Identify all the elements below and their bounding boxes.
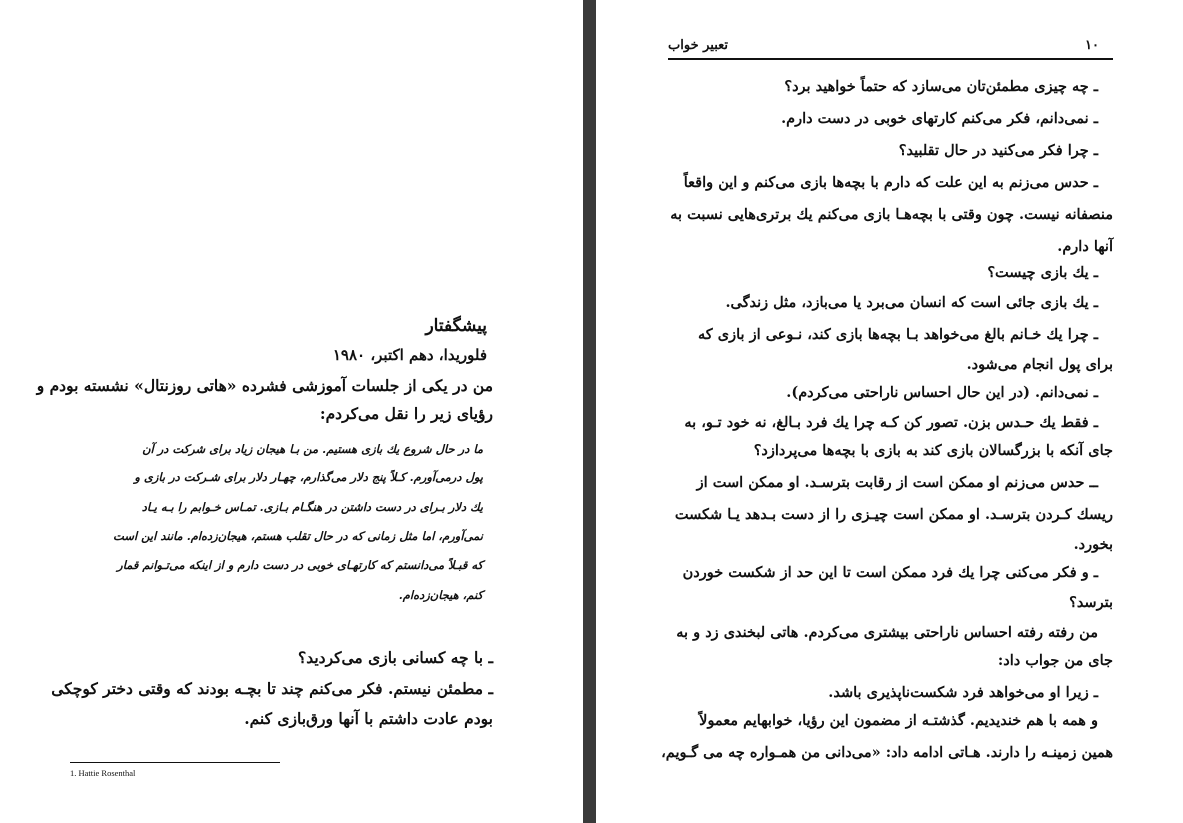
page-number: ۱۰ (1085, 38, 1099, 53)
dialogue-line: ـ با چه کسانی بازی می‌کردید؟ (298, 648, 493, 667)
text-line: ـ یك بازی چیست؟ (987, 264, 1098, 281)
text-line: من رفته رفته احساس ناراحتی بیشتری می‌کردم. هاتی لبخندی زد و به (676, 624, 1098, 641)
quote-line: که قبـلاً می‌دانستم که کارتهـای خوبی در دست دارم و از اینکه می‌تـوانم قمار (117, 558, 483, 572)
date-line: فلوریدا، دهم اکتبر، ۱۹۸۰ (332, 346, 487, 364)
intro-line: من در یکی از جلسات آموزشی فشرده «هاتی روزنتال» نشسته بودم و (36, 376, 493, 395)
quote-line: یك دلار بـرای در دست داشتن در هنگـام بـازی. تمـاس خـوابم را بـه یـاد (141, 500, 483, 514)
text-line: جای آنکه با بزرگسالان بازی کند به بازی با بچه‌ها می‌پردازد؟ (753, 442, 1113, 459)
text-line: بترسد؟ (1069, 594, 1113, 611)
text-line: ـ چه چیزی مطمئن‌تان می‌سازد که حتماً خواهید برد؟ (784, 78, 1098, 95)
book-spine-divider (583, 0, 596, 823)
section-heading: پیشگفتار (425, 316, 487, 336)
text-line: بخورد. (1073, 536, 1113, 553)
text-line: منصفانه نیست. چون وقتی با بچه‌هـا بازی می‌کنم یك برتری‌هایی نسبت به (670, 206, 1113, 223)
left-page (0, 0, 583, 823)
running-header (668, 36, 1113, 60)
quote-line: ما در حال شروع یك بازی هستیم. من بـا هیجان زیاد برای شرکت در آن (142, 442, 483, 456)
text-line: ـ زیرا او می‌خواهد فرد شکست‌ناپذیری باشد. (828, 684, 1098, 701)
text-line: ـ نمی‌دانم. (در این حال احساس ناراحتی می‌کردم). (786, 384, 1098, 401)
quote-line: نمی‌آورم، اما مثل زمانی که در حال تقلب هستم، هیجان‌زده‌ام. مانند این است (113, 529, 483, 543)
text-line: ـ چرا یك خـانم بالغ می‌خواهد بـا بچه‌ها بازی کند، نـوعی از بازی که (698, 326, 1098, 343)
text-line: ـ یك بازی جائی است که انسان می‌برد یا می‌بازد، مثل زندگی. (725, 294, 1098, 311)
footnote: 1. Hattie Rosenthal (70, 768, 136, 778)
text-line: و همه با هم خندیدیم. گذشتـه از مضمون این رؤیا، خوابهایم معمولاً (699, 712, 1098, 729)
intro-line: رؤیای زیر را نقل می‌کردم: (319, 404, 493, 423)
footnote-rule (70, 762, 280, 763)
text-line: ـ حدس می‌زنم به این علت که دارم با بچه‌ها بازی می‌کنم و این واقعاً (683, 174, 1098, 191)
text-line: ــ حدس می‌زنم او ممکن است از رقابت بترسـد. او ممکن است از (696, 474, 1098, 491)
quote-line: پول درمی‌آورم. کـلاً پنج دلار می‌گذارم، چهـار دلار برای شـرکت در بازی و (134, 470, 483, 484)
text-line: ـ نمی‌دانم، فکر می‌کنم کارتهای خوبی در دست دارم. (781, 110, 1098, 127)
text-line: آنها دارم. (1057, 238, 1113, 255)
text-line: برای پول انجام می‌شود. (966, 356, 1113, 373)
text-line: ریسك کـردن بترسـد. او ممکن است چیـزی را از دست بـدهد یـا شکست (674, 506, 1113, 523)
text-line: همین زمینـه را دارند. هـاتی ادامه داد: «می‌دانی من همـواره چه می گـویم، (661, 744, 1113, 761)
running-header-title: تعبیر خواب (668, 38, 729, 53)
dialogue-line: بودم عادت داشتم با آنها ورق‌بازی کنم. (244, 709, 493, 728)
quote-line: کنم، هیجان‌زده‌ام. (398, 588, 483, 602)
text-line: ـ چرا فکر می‌کنید در حال تقلبید؟ (898, 142, 1098, 159)
dialogue-line: ـ مطمئن نیستم. فکر می‌کنم چند تا بچـه بودند که وقتی دختر کوچکی (51, 679, 493, 698)
text-line: جای من جواب داد: (997, 652, 1113, 669)
text-line: ـ فقط یك حـدس بزن. تصور کن کـه چرا یك فرد بـالغ، نه خود تـو، به (684, 414, 1098, 431)
text-line: ـ و فکر می‌کنی چرا یك فرد ممکن است تا این حد از شکست خوردن (682, 564, 1098, 581)
right-page (596, 0, 1183, 823)
